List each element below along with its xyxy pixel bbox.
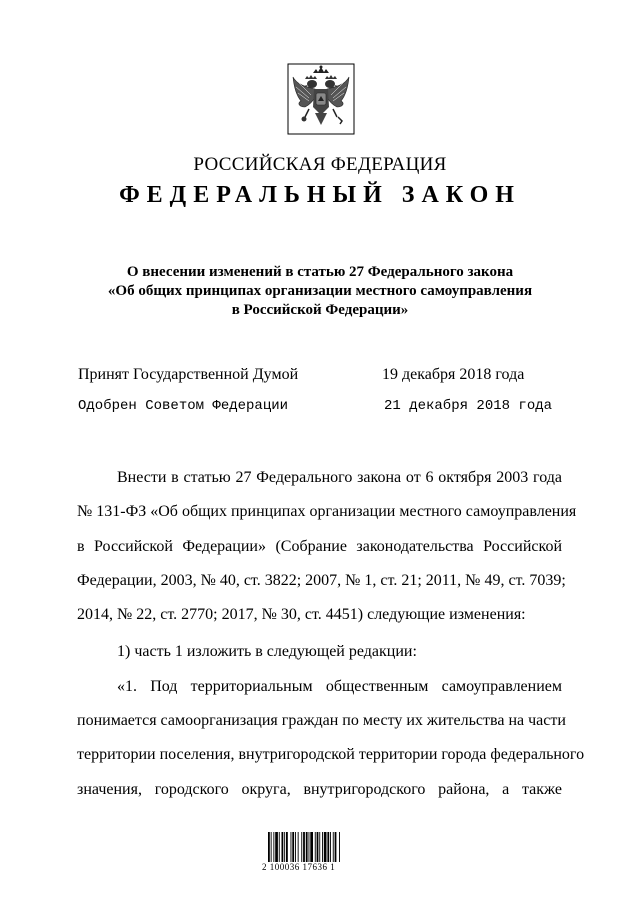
barcode-bar: [310, 832, 313, 862]
barcode-bar: [279, 832, 280, 862]
body-line: значения, городского округа, внутригородского района, а также: [77, 781, 562, 798]
law-name-line: «Об общих принципах организации местного самоуправления: [107, 283, 533, 299]
barcode-bar: [339, 832, 340, 862]
duma-adoption-date: 19 декабря 2018 года: [382, 366, 525, 383]
barcode-bar: [286, 832, 288, 862]
barcode-bar: [301, 832, 302, 862]
body-line: 2014, № 22, ст. 2770; 2017, № 30, ст. 4451) следующие изменения:: [77, 606, 526, 623]
barcode-bar: [268, 832, 270, 862]
body-line: № 131-ФЗ «Об общих принципах организации местного самоуправления: [77, 503, 577, 520]
barcode-bar: [324, 832, 327, 862]
barcode-bar: [322, 832, 323, 862]
law-type-heading: ФЕДЕРАЛЬНЫЙ ЗАКОН: [119, 182, 521, 208]
body-line: Внести в статью 27 Федерального закона от 6 октября 2003 года: [117, 469, 562, 486]
country-heading: РОССИЙСКАЯ ФЕДЕРАЦИЯ: [193, 154, 447, 175]
barcode-bar: [315, 832, 316, 862]
barcode-bar: [327, 832, 329, 862]
barcode-bar: [282, 832, 284, 862]
council-approval-date: 21 декабря 2018 года: [384, 398, 553, 414]
barcode-bar: [292, 832, 294, 862]
barcode-bar: [273, 832, 274, 862]
law-body: [77, 0, 585, 905]
body-line: понимается самоорганизация граждан по месту их жительства на части: [77, 712, 566, 729]
council-approval-label: Одобрен Советом Федерации: [78, 398, 289, 414]
barcode-bar: [319, 832, 320, 862]
barcode-bar: [275, 832, 278, 862]
body-line: 1) часть 1 изложить в следующей редакции:: [117, 643, 417, 660]
law-name-line: в Российской Федерации»: [231, 302, 409, 318]
barcode-bar: [317, 832, 319, 862]
barcode-bar: [291, 832, 292, 862]
body-line: территории поселения, внутригородской территории города федерального: [77, 746, 585, 763]
barcode-bar: [284, 832, 285, 862]
barcode-bar: [330, 832, 331, 862]
law-name-line: О внесении изменений в статью 27 Федерального закона: [126, 264, 514, 280]
body-line: «1. Под территориальным общественным самоуправлением: [117, 678, 562, 695]
barcode-bar: [335, 832, 337, 862]
barcode-bar: [309, 832, 310, 862]
barcode-icon: [268, 828, 364, 862]
barcode-bar: [306, 832, 308, 862]
body-line: Федерации, 2003, № 40, ст. 3822; 2007, № 1, ст. 21; 2011, № 49, ст. 7039;: [77, 572, 566, 589]
barcode-bar: [271, 832, 272, 862]
barcode-bar: [333, 832, 334, 862]
barcode-bar: [303, 832, 305, 862]
barcode-bar: [295, 832, 296, 862]
duma-adoption-label: Принят Государственной Думой: [78, 366, 299, 383]
barcode-number: 2 100036 17636 1: [262, 862, 336, 872]
barcode-bar: [298, 832, 299, 862]
body-line: в Российской Федерации» (Собрание законодательства Российской: [77, 538, 562, 555]
